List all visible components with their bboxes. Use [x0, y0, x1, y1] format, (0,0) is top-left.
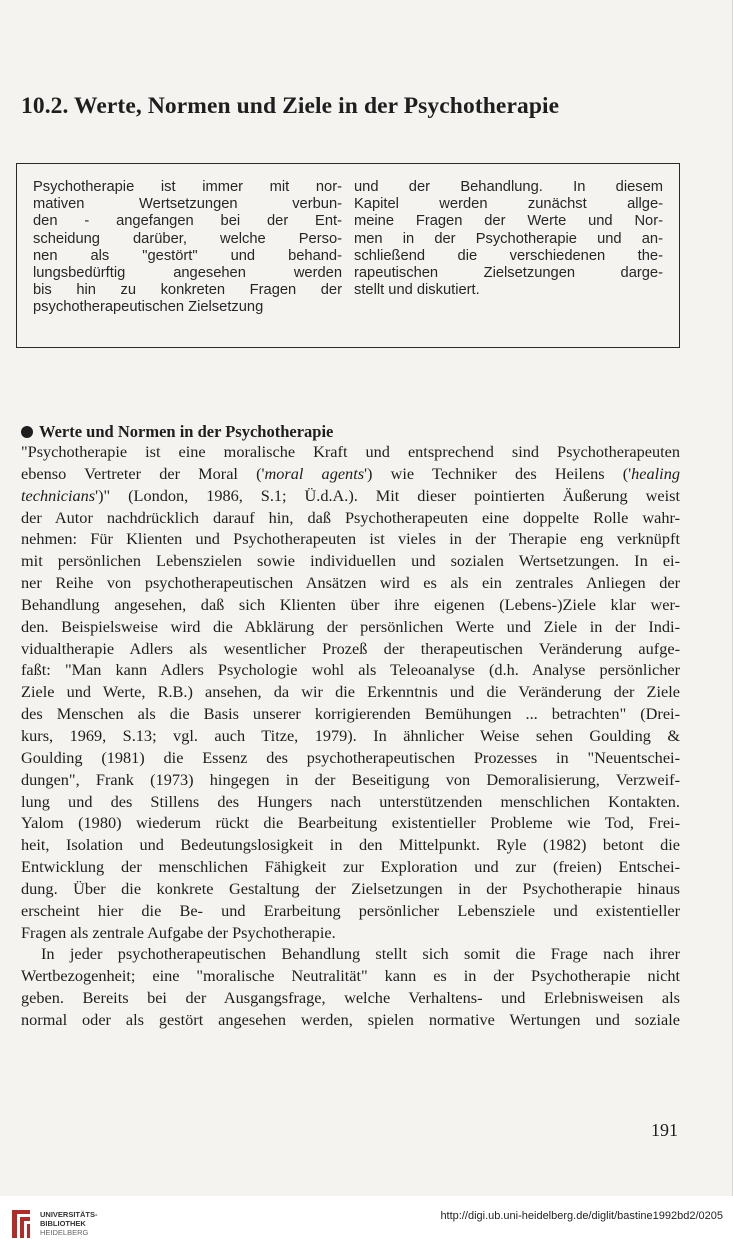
text-line: heit, Isolation und Bedeutungslosigkeit in den Mittelpunkt. Ryle (1982) betont die [21, 835, 680, 855]
abstract-line: stellt und diskutiert. [354, 282, 480, 299]
library-line: HEIDELBERG [40, 1228, 89, 1237]
text-line: erscheint hier die Be- und Erarbeitung persönlicher Lebensziele und existentieller [21, 900, 680, 920]
text-line: Fragen als zentrale Aufgabe der Psychotherapie. [21, 922, 336, 942]
source-url[interactable]: http://digi.ub.uni-heidelberg.de/diglit/bastine1992bd2/0205 [440, 1210, 723, 1222]
text-segment: ebenso Vertreter der Moral (' [21, 463, 265, 483]
library-line: UNIVERSITÄTS- [40, 1210, 98, 1219]
text-line: normal oder als gestört angesehen werden, spielen normative Wertungen und soziale [21, 1009, 680, 1029]
text-line: Yalom (1980) wiederum rückt die Bearbeitung existentieller Probleme wie Tod, Frei- [21, 813, 680, 833]
text-line: dung. Über die konkrete Gestaltung der Zielsetzungen in der Psychotherapie hinaus [21, 878, 680, 898]
abstract-line: lungsbedürftig angesehen werden [33, 265, 342, 282]
library-line: BIBLIOTHEK [40, 1219, 86, 1228]
text-line: In jeder psychotherapeutischen Behandlung stellt sich somit die Frage nach ihrer [41, 944, 680, 964]
text-line: mit persönlichen Lebenszielen sowie individuellen und sozialen Wertsetzungen. In ei- [21, 551, 680, 571]
section-title: Werte und Normen in der Psychotherapie [39, 422, 334, 441]
abstract-line: psychotherapeutischen Zielsetzung [33, 299, 264, 316]
abstract-left-column [33, 179, 342, 347]
text-line: der Autor nachdrücklich darauf hin, daß Psychotherapeuten eine doppelte Rolle wahr- [21, 507, 680, 527]
text-line [21, 485, 680, 507]
abstract-line: rapeutischen Zielsetzungen darge- [354, 265, 663, 282]
text-line: faßt: "Man kann Adlers Psychologie wohl als Teleoanalyse (d.h. Analyse persönlicher [21, 660, 680, 680]
abstract-right-column [354, 179, 663, 347]
text-line: Wertbezogenheit; eine "moralische Neutralität" kann es in der Psychotherapie nicht [21, 966, 680, 986]
text-line: Ziele und Werte, R.B.) ansehen, da wir die Erkenntnis und die Veränderung der Ziele [21, 682, 680, 702]
text-segment: ')" (London, 1986, S.1; Ü.d.A.). Mit dieser pointierten Äußerung weist [95, 485, 680, 505]
italic-term: healing [631, 463, 680, 483]
text-line: lung und des Stillens des Hungers nach unterstützenden menschlichen Kontakten. [21, 791, 680, 811]
abstract-line: Kapitel werden zunächst allge- [354, 196, 663, 213]
text-segment: ') wie Techniker des Heilens (' [364, 463, 632, 483]
italic-term: moral agents [264, 463, 365, 483]
text-line: vidualtherapie Adlers als wesentlicher Prozeß der therapeutischen Veränderung aufge- [21, 638, 680, 658]
footer-bar [0, 1196, 733, 1254]
abstract-line: Psychotherapie ist immer mit nor- [33, 179, 342, 195]
abstract-line: schließend die verschiedenen the- [354, 247, 663, 264]
abstract-line: bis hin zu konkreten Fragen der [33, 282, 342, 299]
text-line: kurs, 1969, S.13; vgl. auch Titze, 1979). In ähnlicher Weise sehen Goulding & [21, 725, 680, 745]
abstract-line: men in der Psychotherapie und an- [354, 230, 663, 247]
text-line: geben. Bereits bei der Ausgangsfrage, welche Verhaltens- und Erlebnisweisen als [21, 988, 680, 1008]
abstract-line: meine Fragen der Werte und Nor- [354, 213, 663, 230]
bullet-icon [21, 426, 33, 438]
page-number: 191 [651, 1120, 678, 1140]
text-line [21, 463, 680, 485]
text-line: des Menschen als die Basis unserer korrigierenden Bemühungen ... betrachten" (Drei- [21, 704, 680, 724]
text-line: den. Beispielsweise wird die Abklärung der persönlichen Werte und Ziele in der Indi- [21, 616, 680, 636]
library-logo-icon [8, 1208, 34, 1240]
body-text [21, 441, 680, 1031]
text-line: Entwicklung der menschlichen Fähigkeit zur Exploration und zur (freien) Entschei- [21, 857, 680, 877]
abstract-line: und der Behandlung. In diesem [354, 179, 663, 195]
section-heading [21, 422, 333, 442]
library-name [40, 1210, 98, 1237]
text-line: dungen", Frank (1973) hingegen in der Beseitigung von Demoralisierung, Verzweif- [21, 769, 680, 789]
text-line: "Psychotherapie ist eine moralische Kraft und entsprechend sind Psychotherapeuten [21, 442, 680, 461]
text-line: nehmen: Für Klienten und Psychotherapeuten ist vieles in der Therapie eng verknüpft [21, 529, 680, 549]
abstract-line: mativen Wertsetzungen verbun- [33, 196, 342, 213]
text-line: Goulding (1981) die Essenz des psychotherapeutischen Prozesses in "Neuentschei- [21, 747, 680, 767]
abstract-line: nen als "gestört" und behand- [33, 247, 342, 264]
abstract-line: scheidung darüber, welche Perso- [33, 230, 342, 247]
text-line: ner Reihe von psychotherapeutischen Ansätzen wird es als ein zentrales Anliegen der [21, 573, 680, 593]
text-line: Behandlung angesehen, daß sich Klienten über ihre eigenen (Lebens-)Ziele klar wer- [21, 594, 680, 614]
italic-term: technicians [21, 485, 96, 505]
abstract-line: den - angefangen bei der Ent- [33, 213, 342, 230]
abstract-box [16, 163, 680, 348]
chapter-heading: 10.2. Werte, Normen und Ziele in der Psychotherapie [21, 93, 560, 119]
